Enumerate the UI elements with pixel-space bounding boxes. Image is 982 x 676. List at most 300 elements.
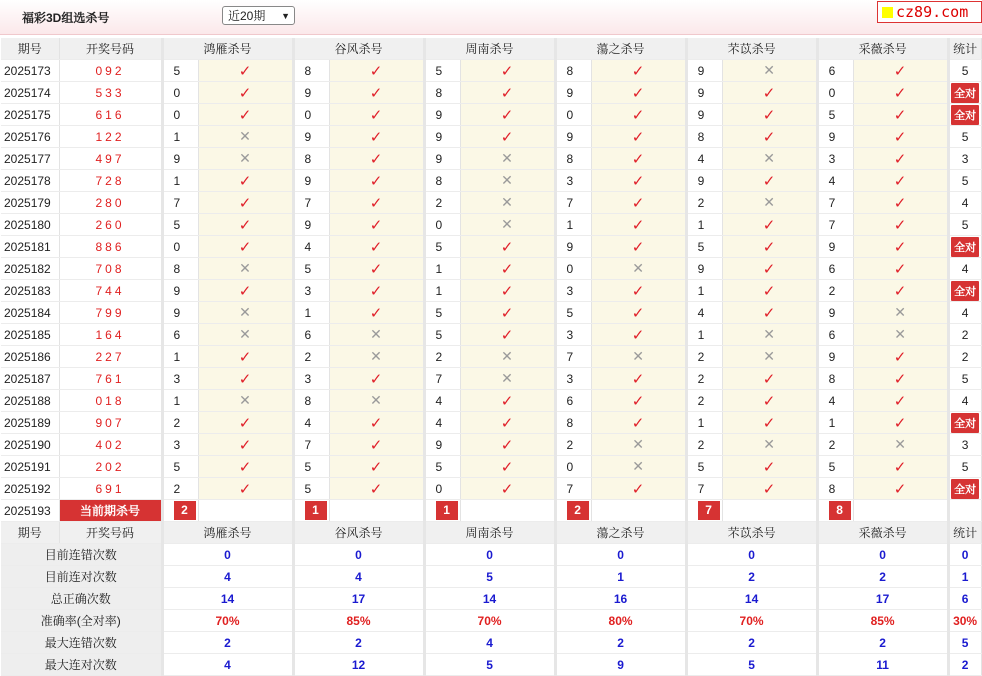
kill-number: 5 (817, 456, 853, 478)
check-icon: ✓ (893, 370, 907, 388)
kill-number: 6 (817, 258, 853, 280)
kill-number: 1 (817, 412, 853, 434)
kill-result (722, 368, 817, 390)
kill-number: 3 (162, 368, 198, 390)
cross-icon: ✕ (763, 194, 775, 210)
kill-result (722, 82, 817, 104)
check-icon: ✓ (631, 150, 645, 168)
kill-result (329, 456, 424, 478)
kill-number: 4 (293, 236, 329, 258)
all-correct-badge: 全对 (951, 281, 979, 301)
cross-icon: ✕ (501, 348, 513, 364)
kill-number: 5 (162, 60, 198, 82)
kill-result (329, 368, 424, 390)
check-icon: ✓ (762, 392, 776, 410)
kill-number: 8 (555, 60, 591, 82)
check-icon: ✓ (893, 238, 907, 256)
col-expert: 谷风杀号 (293, 38, 424, 60)
check-icon: ✓ (369, 150, 383, 168)
kill-number: 7 (293, 192, 329, 214)
cross-icon: ✕ (632, 436, 644, 452)
col-expert: 鸿雁杀号 (162, 38, 293, 60)
issue-number: 2025178 (1, 170, 59, 192)
kill-number: 0 (555, 258, 591, 280)
check-icon: ✓ (893, 458, 907, 476)
kill-number: 5 (293, 258, 329, 280)
kill-result (329, 346, 424, 368)
kill-result (853, 390, 948, 412)
kill-result (329, 390, 424, 412)
check-icon: ✓ (238, 172, 252, 190)
check-icon: ✓ (500, 62, 514, 80)
stat-value: 0 (162, 544, 293, 566)
hit-count (948, 280, 981, 302)
stat-value: 0 (948, 544, 981, 566)
current-kill-blank (722, 500, 817, 522)
current-kill-blank (460, 500, 555, 522)
kill-result (460, 324, 555, 346)
all-correct-badge: 全对 (951, 479, 979, 499)
hit-count (948, 148, 981, 170)
kill-result (198, 346, 293, 368)
kill-number: 1 (162, 390, 198, 412)
check-icon: ✓ (893, 194, 907, 212)
current-kill-number: 1 (305, 501, 327, 520)
hit-count (948, 82, 981, 104)
kill-number: 2 (162, 412, 198, 434)
kill-number: 6 (817, 60, 853, 82)
kill-number: 9 (817, 236, 853, 258)
current-kill-number: 7 (698, 501, 720, 520)
cross-icon: ✕ (501, 150, 513, 166)
hit-count (948, 302, 981, 324)
kill-number: 0 (162, 82, 198, 104)
stat-value: 5 (686, 654, 817, 676)
kill-result (853, 478, 948, 500)
kill-number: 2 (817, 434, 853, 456)
kill-number: 2 (817, 280, 853, 302)
kill-result (722, 126, 817, 148)
kill-number: 8 (555, 412, 591, 434)
check-icon: ✓ (500, 326, 514, 344)
kill-result (198, 280, 293, 302)
issue-number: 2025188 (1, 390, 59, 412)
cross-icon: ✕ (370, 326, 382, 342)
check-icon: ✓ (238, 282, 252, 300)
kill-result (198, 434, 293, 456)
stat-value: 9 (555, 654, 686, 676)
draw-code: 616 (59, 104, 162, 126)
kill-result (591, 82, 686, 104)
issue-number: 2025184 (1, 302, 59, 324)
kill-number: 0 (555, 104, 591, 126)
period-select-value: 近20期 (228, 9, 266, 23)
kill-number: 9 (555, 126, 591, 148)
kill-result (722, 192, 817, 214)
draw-code: 691 (59, 478, 162, 500)
stat-row (1, 544, 981, 566)
hit-count-value: 4 (961, 261, 969, 276)
cross-icon: ✕ (763, 326, 775, 342)
check-icon: ✓ (369, 282, 383, 300)
check-icon: ✓ (631, 216, 645, 234)
draw-code: 907 (59, 412, 162, 434)
kill-result (722, 214, 817, 236)
kill-number: 4 (817, 390, 853, 412)
current-issue-row (1, 500, 981, 522)
check-icon: ✓ (762, 128, 776, 146)
stat-value: 80% (555, 610, 686, 632)
table-row (1, 258, 981, 280)
draw-code: 744 (59, 280, 162, 302)
col-expert: 鸿雁杀号 (162, 522, 293, 544)
kill-result (853, 456, 948, 478)
kill-number: 7 (686, 478, 722, 500)
draw-code: 227 (59, 346, 162, 368)
kill-number: 5 (817, 104, 853, 126)
kill-result (329, 280, 424, 302)
kill-result (329, 60, 424, 82)
check-icon: ✓ (500, 458, 514, 476)
kill-number: 2 (162, 478, 198, 500)
cross-icon: ✕ (632, 348, 644, 364)
kill-result (460, 236, 555, 258)
check-icon: ✓ (631, 106, 645, 124)
kill-result (329, 192, 424, 214)
check-icon: ✓ (500, 304, 514, 322)
stat-value: 4 (424, 632, 555, 654)
check-icon: ✓ (762, 238, 776, 256)
check-icon: ✓ (238, 370, 252, 388)
check-icon: ✓ (893, 150, 907, 168)
kill-number: 7 (293, 434, 329, 456)
kill-number: 3 (162, 434, 198, 456)
col-issue: 期号 (1, 38, 59, 60)
hit-count-value: 2 (961, 327, 969, 342)
col-stat: 统计 (948, 522, 981, 544)
stat-label: 最大连对次数 (1, 654, 162, 676)
hit-count (948, 214, 981, 236)
stat-value: 2 (162, 632, 293, 654)
hit-count-value: 5 (961, 459, 969, 474)
kill-result (460, 280, 555, 302)
kill-result (853, 412, 948, 434)
kill-number: 2 (686, 192, 722, 214)
current-kill-number: 8 (829, 501, 851, 520)
draw-code: 260 (59, 214, 162, 236)
kill-result (853, 214, 948, 236)
kill-result (722, 478, 817, 500)
cross-icon: ✕ (370, 348, 382, 364)
check-icon: ✓ (369, 128, 383, 146)
check-icon: ✓ (762, 480, 776, 498)
kill-number: 7 (424, 368, 460, 390)
kill-number: 7 (555, 478, 591, 500)
issue-number: 2025173 (1, 60, 59, 82)
check-icon: ✓ (369, 260, 383, 278)
kill-number: 3 (293, 280, 329, 302)
current-kill-blank (853, 500, 948, 522)
check-icon: ✓ (500, 260, 514, 278)
hit-count (948, 368, 981, 390)
hit-count (948, 192, 981, 214)
kill-number: 5 (424, 236, 460, 258)
cross-icon: ✕ (894, 326, 906, 342)
draw-code: 164 (59, 324, 162, 346)
kill-number: 9 (817, 346, 853, 368)
all-correct-badge: 全对 (951, 105, 979, 125)
kill-number: 9 (424, 104, 460, 126)
kill-number: 1 (424, 280, 460, 302)
kill-result (460, 456, 555, 478)
kill-result (591, 126, 686, 148)
kill-number: 9 (686, 170, 722, 192)
kill-result (329, 148, 424, 170)
hit-count (948, 434, 981, 456)
stat-value: 70% (424, 610, 555, 632)
kill-result (198, 192, 293, 214)
stat-value: 0 (686, 544, 817, 566)
chevron-down-icon: ▼ (281, 11, 290, 21)
stat-value: 2 (555, 632, 686, 654)
kill-number: 1 (162, 170, 198, 192)
cross-icon: ✕ (763, 62, 775, 78)
hit-count-value: 3 (961, 437, 969, 452)
kill-number: 6 (555, 390, 591, 412)
check-icon: ✓ (500, 282, 514, 300)
check-icon: ✓ (893, 414, 907, 432)
current-kill-label: 当前期杀号 (59, 500, 162, 522)
kill-number: 4 (293, 412, 329, 434)
check-icon: ✓ (500, 392, 514, 410)
cross-icon: ✕ (501, 194, 513, 210)
stat-value: 1 (948, 566, 981, 588)
check-icon: ✓ (893, 480, 907, 498)
current-kill-number: 2 (567, 501, 589, 520)
kill-result (329, 236, 424, 258)
stat-value: 5 (948, 632, 981, 654)
check-icon: ✓ (631, 84, 645, 102)
kill-number: 9 (817, 126, 853, 148)
draw-code: 092 (59, 60, 162, 82)
kill-number: 8 (293, 148, 329, 170)
table-row (1, 346, 981, 368)
kill-result (591, 192, 686, 214)
hit-count (948, 126, 981, 148)
kill-number: 9 (686, 82, 722, 104)
table-row (1, 104, 981, 126)
issue-number: 2025181 (1, 236, 59, 258)
check-icon: ✓ (238, 84, 252, 102)
check-icon: ✓ (500, 480, 514, 498)
check-icon: ✓ (762, 216, 776, 234)
kill-number: 8 (686, 126, 722, 148)
kill-result (591, 280, 686, 302)
kill-result (198, 302, 293, 324)
stat-value: 30% (948, 610, 981, 632)
check-icon: ✓ (631, 128, 645, 146)
hit-count (948, 104, 981, 126)
issue-number: 2025179 (1, 192, 59, 214)
kill-number: 8 (555, 148, 591, 170)
current-kill-number: 1 (436, 501, 458, 520)
kill-result (853, 82, 948, 104)
kill-number: 5 (424, 302, 460, 324)
check-icon: ✓ (631, 370, 645, 388)
current-kill-cell (817, 500, 853, 522)
kill-number: 2 (686, 390, 722, 412)
kill-result (722, 60, 817, 82)
kill-number: 3 (555, 170, 591, 192)
stat-value: 14 (686, 588, 817, 610)
check-icon: ✓ (238, 348, 252, 366)
kill-result (198, 148, 293, 170)
kill-number: 7 (555, 192, 591, 214)
check-icon: ✓ (893, 106, 907, 124)
hit-count (948, 324, 981, 346)
current-kill-blank (329, 500, 424, 522)
stat-value: 1 (555, 566, 686, 588)
check-icon: ✓ (762, 172, 776, 190)
issue-number: 2025174 (1, 82, 59, 104)
check-icon: ✓ (238, 480, 252, 498)
logo-square-icon (882, 7, 893, 18)
stat-value: 70% (686, 610, 817, 632)
stat-value: 2 (293, 632, 424, 654)
cross-icon: ✕ (501, 370, 513, 386)
period-select[interactable] (222, 6, 295, 25)
kill-number: 5 (424, 60, 460, 82)
check-icon: ✓ (369, 172, 383, 190)
draw-code: 202 (59, 456, 162, 478)
table-row (1, 236, 981, 258)
current-kill-cell (686, 500, 722, 522)
check-icon: ✓ (893, 84, 907, 102)
stat-value: 2 (686, 632, 817, 654)
kill-result (853, 170, 948, 192)
check-icon: ✓ (238, 194, 252, 212)
check-icon: ✓ (369, 194, 383, 212)
check-icon: ✓ (500, 84, 514, 102)
check-icon: ✓ (369, 62, 383, 80)
cross-icon: ✕ (763, 348, 775, 364)
kill-number: 8 (424, 82, 460, 104)
kill-number-table (1, 38, 982, 676)
kill-result (198, 126, 293, 148)
check-icon: ✓ (762, 260, 776, 278)
kill-result (853, 368, 948, 390)
kill-number: 9 (293, 214, 329, 236)
top-bar (0, 0, 982, 35)
hit-count (948, 390, 981, 412)
kill-result (460, 148, 555, 170)
hit-count-value: 4 (961, 393, 969, 408)
cross-icon: ✕ (894, 304, 906, 320)
kill-result (591, 258, 686, 280)
table-row (1, 390, 981, 412)
all-correct-badge: 全对 (951, 237, 979, 257)
draw-code: 761 (59, 368, 162, 390)
kill-number: 2 (686, 368, 722, 390)
issue-number: 2025185 (1, 324, 59, 346)
check-icon: ✓ (893, 172, 907, 190)
kill-number: 3 (293, 368, 329, 390)
col-expert: 蕩之杀号 (555, 38, 686, 60)
hit-count-value: 5 (961, 371, 969, 386)
kill-result (722, 302, 817, 324)
hit-count-value: 4 (961, 195, 969, 210)
kill-number: 5 (424, 456, 460, 478)
col-issue: 期号 (1, 522, 59, 544)
cross-icon: ✕ (632, 260, 644, 276)
kill-result (853, 258, 948, 280)
hit-count-value: 4 (961, 305, 969, 320)
issue-number: 2025176 (1, 126, 59, 148)
kill-number: 8 (293, 390, 329, 412)
draw-code: 799 (59, 302, 162, 324)
kill-result (591, 302, 686, 324)
kill-result (591, 390, 686, 412)
kill-number: 1 (162, 126, 198, 148)
kill-result (591, 60, 686, 82)
check-icon: ✓ (369, 436, 383, 454)
kill-result (329, 104, 424, 126)
kill-result (329, 434, 424, 456)
draw-code: 018 (59, 390, 162, 412)
stat-value: 2 (948, 654, 981, 676)
stat-value: 5 (424, 566, 555, 588)
issue-number: 2025182 (1, 258, 59, 280)
current-kill-cell (424, 500, 460, 522)
cross-icon: ✕ (763, 150, 775, 166)
hit-count (948, 412, 981, 434)
kill-result (591, 478, 686, 500)
hit-count (948, 236, 981, 258)
hit-count (948, 478, 981, 500)
current-kill-cell (293, 500, 329, 522)
check-icon: ✓ (238, 458, 252, 476)
kill-number: 1 (686, 280, 722, 302)
kill-number: 9 (293, 170, 329, 192)
kill-number: 0 (424, 214, 460, 236)
stat-value: 14 (424, 588, 555, 610)
kill-result (722, 236, 817, 258)
stat-value: 6 (948, 588, 981, 610)
kill-number: 5 (162, 456, 198, 478)
site-logo[interactable] (877, 1, 982, 23)
stat-row (1, 588, 981, 610)
cross-icon: ✕ (239, 326, 251, 342)
kill-number: 3 (555, 368, 591, 390)
kill-result (722, 170, 817, 192)
stat-value: 11 (817, 654, 948, 676)
kill-number: 0 (555, 456, 591, 478)
kill-number: 0 (817, 82, 853, 104)
kill-number: 1 (162, 346, 198, 368)
table-row (1, 434, 981, 456)
kill-number: 1 (555, 214, 591, 236)
kill-result (591, 148, 686, 170)
kill-result (329, 324, 424, 346)
kill-result (722, 390, 817, 412)
stats-header-row (1, 522, 981, 544)
kill-result (722, 148, 817, 170)
check-icon: ✓ (893, 282, 907, 300)
kill-result (198, 170, 293, 192)
kill-number: 9 (424, 126, 460, 148)
cross-icon: ✕ (239, 392, 251, 408)
check-icon: ✓ (893, 62, 907, 80)
